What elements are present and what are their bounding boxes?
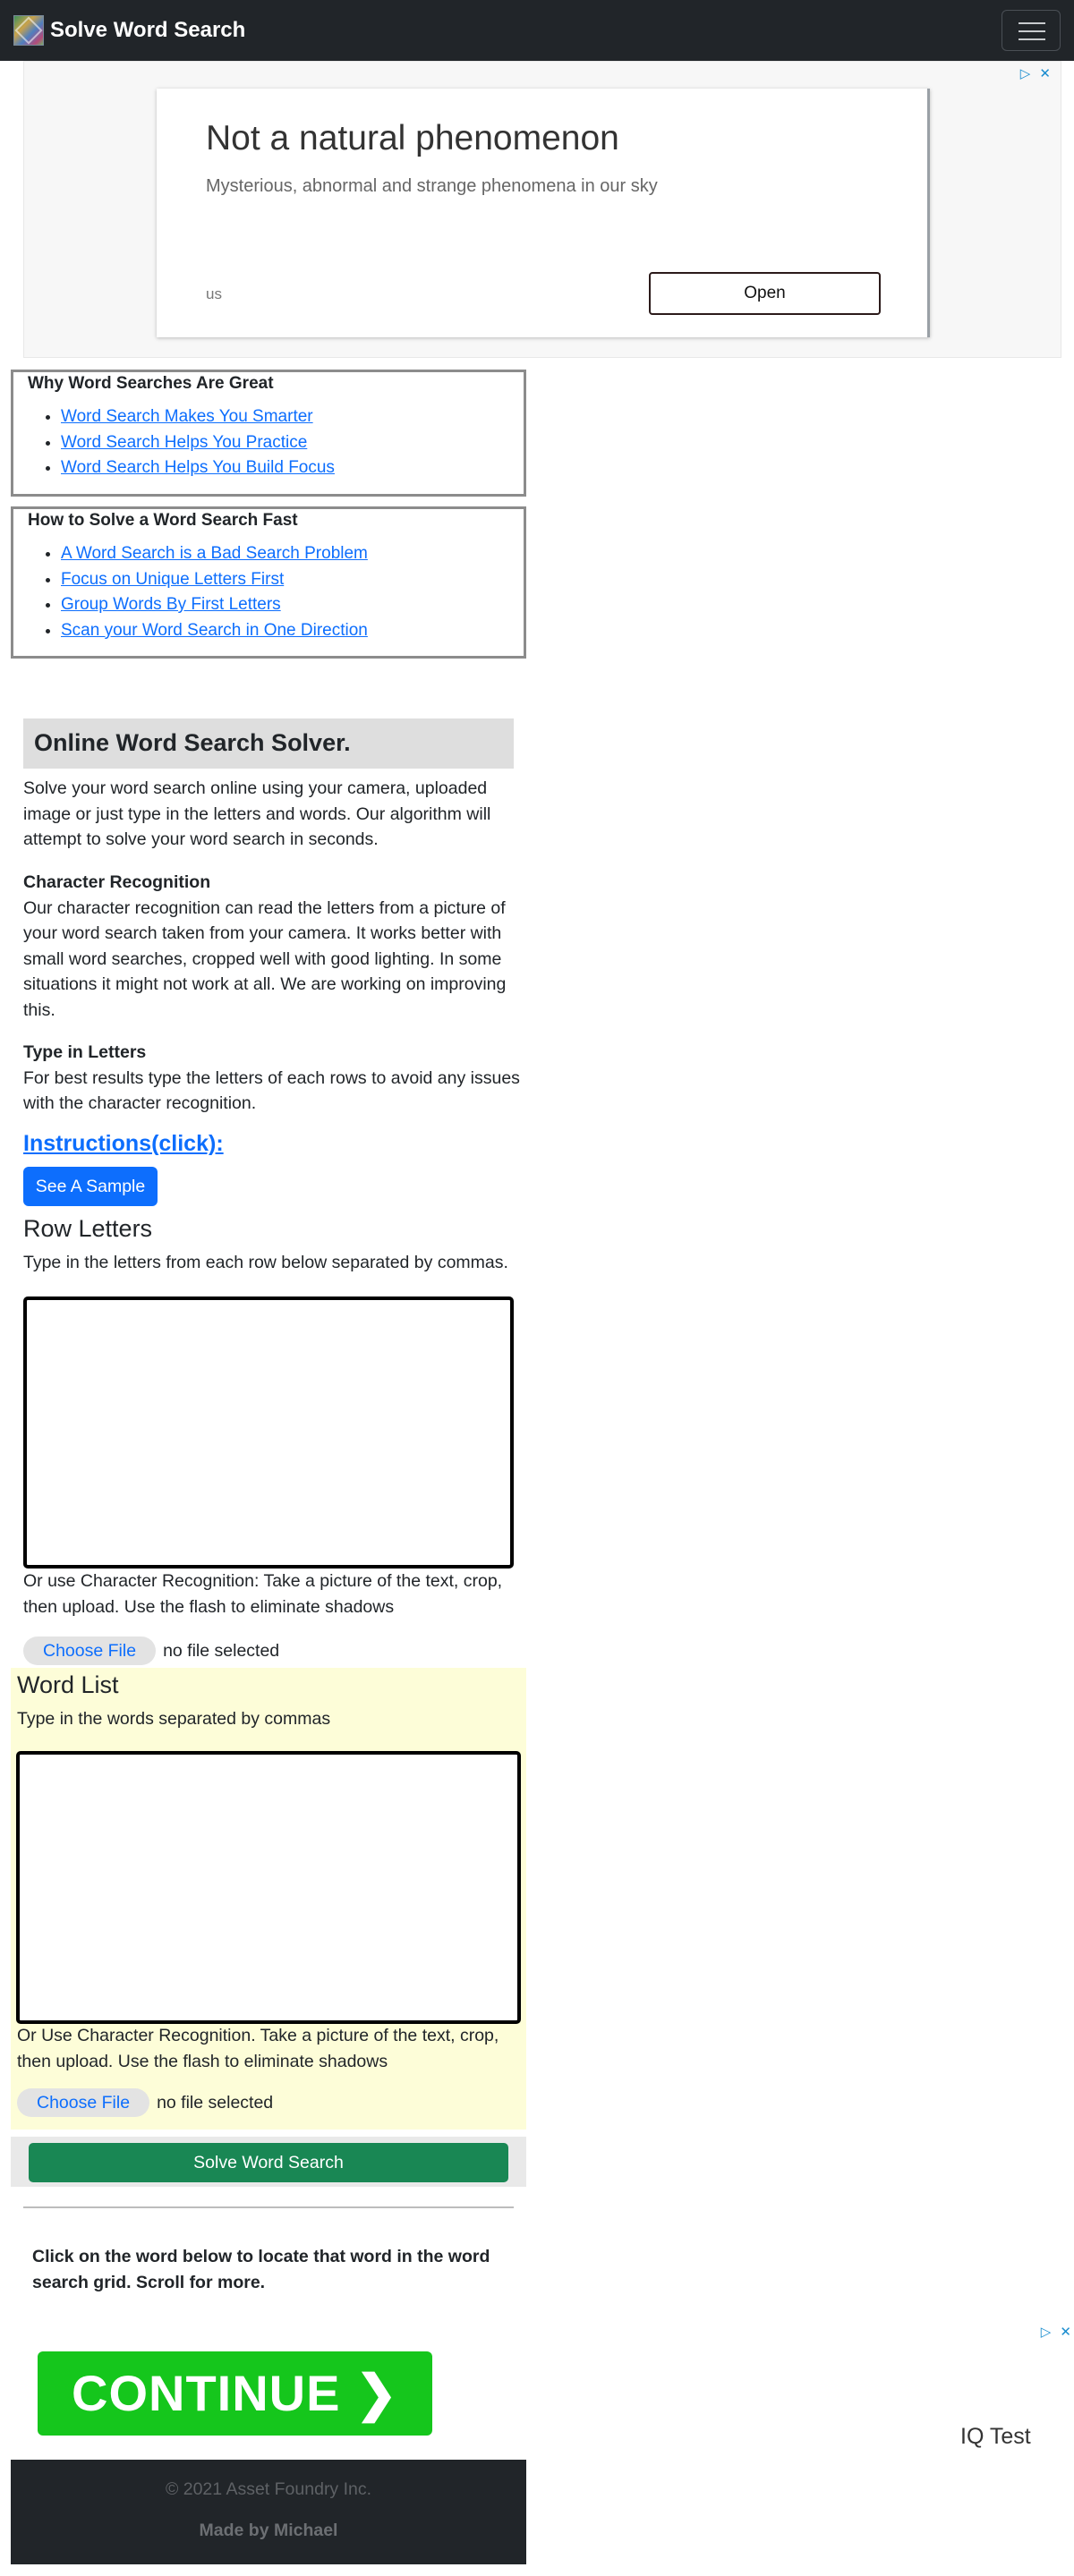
ad-advertiser: us bbox=[206, 285, 222, 302]
ad-open-button[interactable]: Open bbox=[649, 272, 881, 315]
row-file-upload bbox=[23, 1637, 279, 1665]
ad-card[interactable] bbox=[157, 89, 930, 337]
list-item bbox=[61, 567, 368, 593]
results-instruction: Click on the word below to locate that word in the word search grid. Scroll for more. bbox=[32, 2247, 490, 2292]
toc-how-to-solve bbox=[11, 506, 526, 659]
solve-word-search-button[interactable]: Solve Word Search bbox=[29, 2143, 508, 2182]
row-letters-description: Type in the letters from each row below separated by commas. bbox=[23, 1253, 508, 1272]
toc-heading: Why Word Searches Are Great bbox=[28, 374, 274, 393]
word-list-input[interactable] bbox=[16, 1751, 521, 2024]
see-sample-button[interactable]: See A Sample bbox=[23, 1167, 158, 1206]
page-title-bar bbox=[23, 718, 514, 769]
row-letters-title: Row Letters bbox=[23, 1215, 153, 1242]
word-list-title: Word List bbox=[17, 1671, 119, 1698]
section-text: Our character recognition can read the letters from a picture of your word search taken from your camera. It works better with small word searches, cropped well with good lighting. In some situations it might not work at all. We are working on improving this. bbox=[23, 897, 507, 1020]
ad-choices-icon[interactable]: ▷ ✕ bbox=[1019, 66, 1053, 81]
word-list-panel bbox=[11, 1668, 526, 2130]
hamburger-icon-bar bbox=[1019, 22, 1045, 24]
character-recognition-section bbox=[23, 870, 524, 1023]
toc-why-word-searches bbox=[11, 370, 526, 497]
toc-link[interactable]: Scan your Word Search in One Direction bbox=[61, 620, 368, 640]
toc-link[interactable]: Word Search Helps You Practice bbox=[61, 432, 308, 452]
list-item bbox=[61, 404, 335, 430]
section-heading: Type in Letters bbox=[23, 1042, 147, 1062]
row-letters-input[interactable] bbox=[23, 1297, 514, 1569]
bottom-advertisement[interactable] bbox=[0, 2322, 1074, 2456]
list-item bbox=[61, 455, 335, 481]
brand-logo-icon[interactable] bbox=[13, 15, 44, 46]
word-ocr-hint: Or Use Character Recognition. Take a picture of the text, crop, then upload. Use the flash to eliminate shadows bbox=[17, 2026, 499, 2071]
section-heading: Character Recognition bbox=[23, 872, 211, 892]
solve-button-wrapper bbox=[11, 2137, 526, 2187]
word-file-upload bbox=[17, 2088, 273, 2117]
toc-link-list bbox=[13, 404, 335, 481]
row-file-status: no file selected bbox=[163, 1640, 280, 1661]
footer-copyright: © 2021 Asset Foundry Inc. bbox=[165, 2479, 372, 2499]
hamburger-icon-bar bbox=[1019, 30, 1045, 32]
divider bbox=[23, 2206, 514, 2208]
top-advertisement[interactable] bbox=[23, 61, 1061, 358]
list-item bbox=[61, 430, 335, 456]
toc-link[interactable]: Word Search Makes You Smarter bbox=[61, 407, 313, 426]
ad-headline: Not a natural phenomenon bbox=[206, 119, 619, 157]
type-in-letters-section bbox=[23, 1040, 524, 1117]
word-file-status: no file selected bbox=[157, 2092, 274, 2113]
intro-paragraph: Solve your word search online using your camera, uploaded image or just type in the letters and words. Our algorithm will attempt to solve your word search in seconds. bbox=[23, 778, 491, 849]
word-list-description: Type in the words separated by commas bbox=[17, 1709, 331, 1729]
list-item bbox=[61, 618, 368, 644]
word-choose-file-button[interactable]: Choose File bbox=[17, 2088, 149, 2117]
section-text: For best results type the letters of each rows to avoid any issues with the character recognition. bbox=[23, 1067, 520, 1113]
toc-link[interactable]: Focus on Unique Letters First bbox=[61, 569, 285, 589]
toc-link[interactable]: A Word Search is a Bad Search Problem bbox=[61, 544, 368, 563]
menu-toggle-button[interactable] bbox=[1002, 10, 1061, 51]
ad-continue-button[interactable]: CONTINUE ❯ bbox=[38, 2351, 432, 2436]
row-choose-file-button[interactable]: Choose File bbox=[23, 1637, 156, 1665]
hamburger-icon-bar bbox=[1019, 38, 1045, 40]
toc-link[interactable]: Word Search Helps You Build Focus bbox=[61, 458, 335, 477]
navbar bbox=[0, 0, 1074, 61]
ad-choices-icon[interactable]: ▷ ✕ bbox=[1040, 2325, 1074, 2340]
footer-credit: Made by Michael bbox=[199, 2521, 338, 2540]
list-item bbox=[61, 541, 368, 567]
page-title: Online Word Search Solver. bbox=[34, 729, 351, 756]
row-ocr-hint: Or use Character Recognition: Take a picture of the text, crop, then upload. Use the flash to eliminate shadows bbox=[23, 1571, 503, 1617]
ad-label[interactable]: IQ Test bbox=[960, 2424, 1031, 2449]
brand-title[interactable]: Solve Word Search bbox=[50, 18, 246, 42]
ad-description: Mysterious, abnormal and strange phenomena in our sky bbox=[206, 176, 658, 196]
toc-heading: How to Solve a Word Search Fast bbox=[28, 511, 298, 530]
toc-link-list bbox=[13, 541, 368, 643]
footer bbox=[11, 2460, 526, 2564]
instructions-link[interactable]: Instructions(click): bbox=[23, 1131, 224, 1156]
toc-link[interactable]: Group Words By First Letters bbox=[61, 595, 281, 614]
list-item bbox=[61, 592, 368, 618]
